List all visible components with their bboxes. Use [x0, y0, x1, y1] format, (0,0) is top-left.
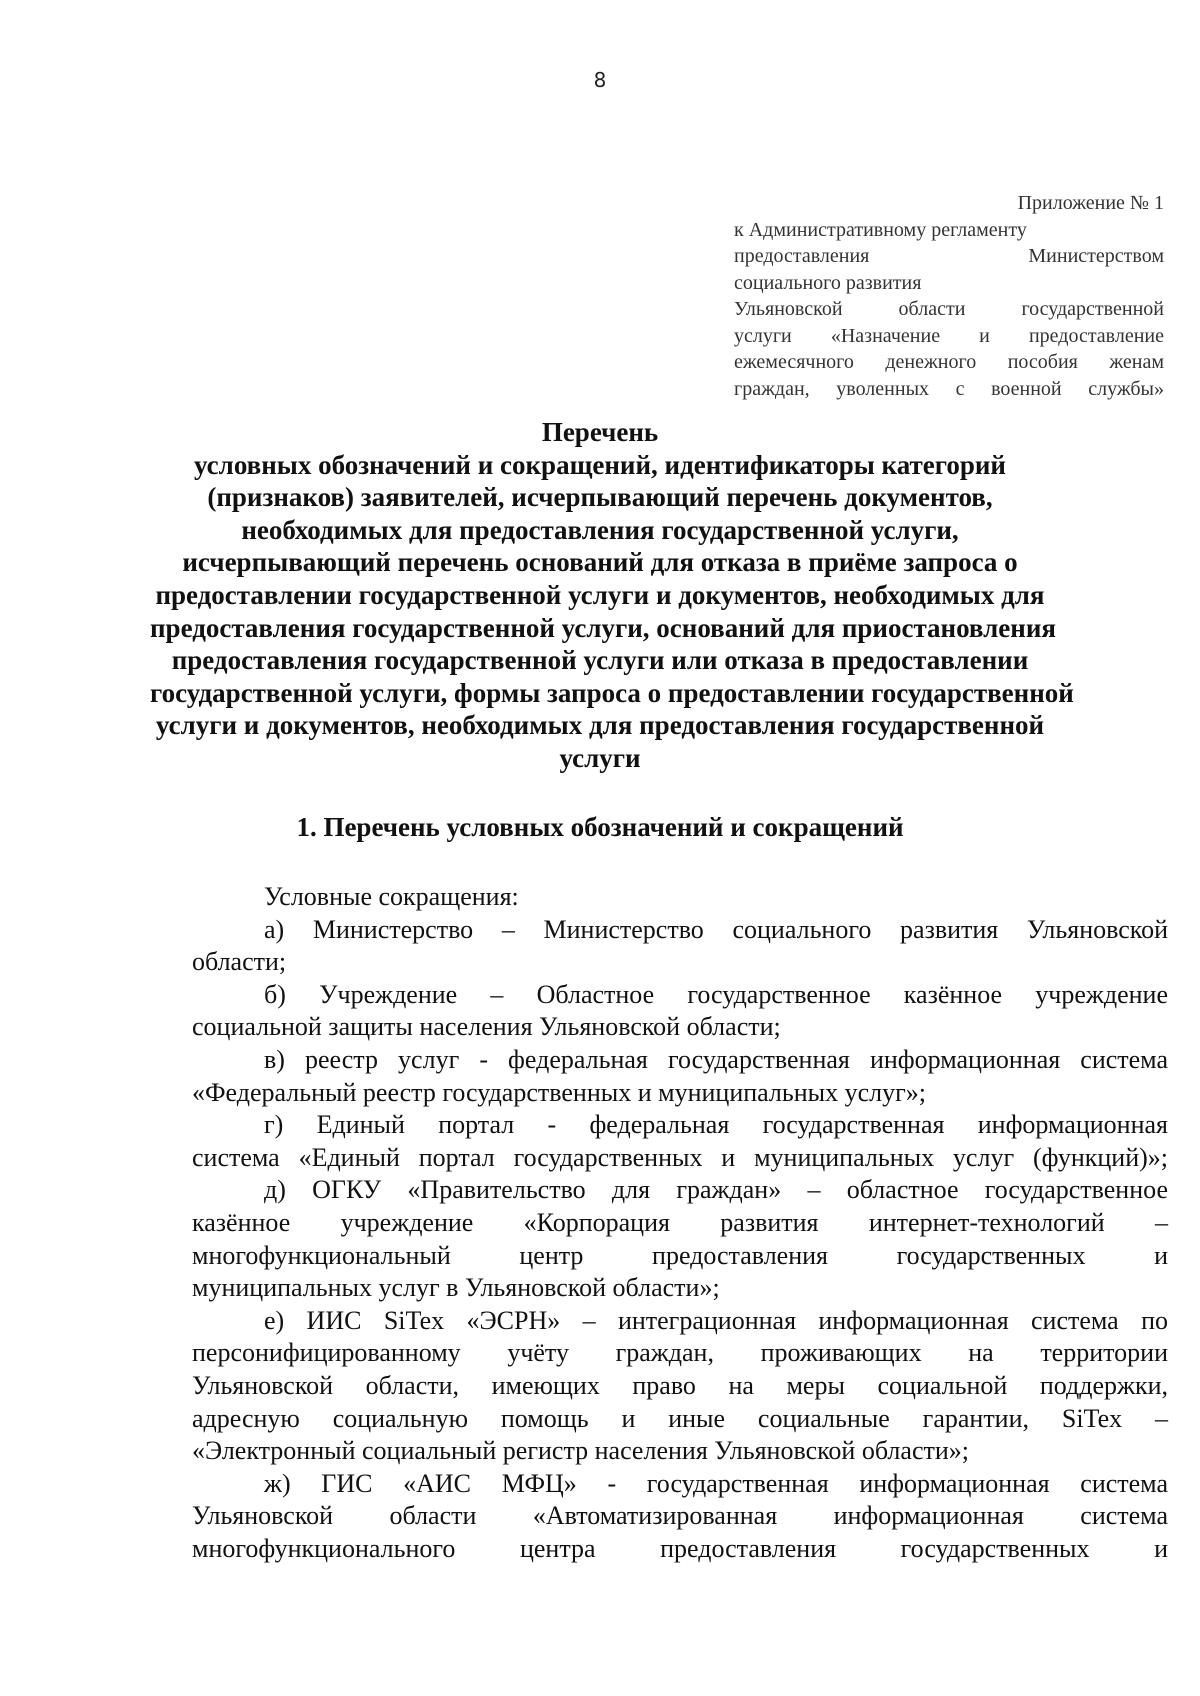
appendix-line: ежемесячного денежного пособия женам [734, 351, 1164, 373]
body-line: е) ИИС SiTex «ЭСРН» – интеграционная информационная система по [264, 1305, 1168, 1335]
title-line: предоставления государственной услуги или отказа в предоставлении [171, 645, 1029, 676]
title-line: услуги и документов, необходимых для предоставления государственной [155, 710, 1045, 741]
body-line: д) ОГКУ «Правительство для граждан» – областное государственное [264, 1175, 1168, 1205]
body-line: адресную социальную помощь и иные социальные гарантии, SiTex – [192, 1403, 1168, 1433]
body-line: Ульяновской области «Автоматизированная информационная система [192, 1501, 1168, 1531]
title-line: Перечень [541, 417, 659, 447]
body-line: а) Министерство – Министерство социального развития Ульяновской [264, 914, 1168, 944]
body-line: система «Единый портал государственных и муниципальных услуг (функций)»; [192, 1142, 1168, 1172]
body-line: социальной защиты населения Ульяновской области; [192, 1012, 781, 1042]
body-line: персонифицированному учёту граждан, проживающих на территории [192, 1338, 1168, 1368]
body-line: муниципальных услуг в Ульяновской области»; [192, 1273, 720, 1303]
body-line: в) реестр услуг - федеральная государственная информационная система [264, 1044, 1168, 1074]
appendix-line: предоставления Министерством [734, 245, 1164, 267]
body-line: Ульяновской области, имеющих право на меры социальной поддержки, [192, 1370, 1168, 1400]
body-line: многофункциональный центр предоставления государственных и [192, 1240, 1168, 1270]
appendix-note [734, 190, 1164, 402]
title-line: услуги [559, 742, 641, 773]
appendix-line: Приложение № 1 [1017, 192, 1164, 214]
body-line: ж) ГИС «АИС МФЦ» - государственная информационная система [264, 1468, 1168, 1498]
body-line: г) Единый портал - федеральная государственная информационная [264, 1110, 1168, 1140]
appendix-line: граждан, уволенных с военной службы» [734, 377, 1164, 400]
appendix-line: к Административному регламенту [734, 218, 1027, 241]
section-body [192, 881, 1168, 1565]
title-line: исчерпывающий перечень оснований для отказа в приёме запроса о [182, 547, 1018, 578]
body-line: Условные сокращения: [264, 882, 519, 911]
title-line: (признаков) заявителей, исчерпывающий перечень документов, [207, 482, 993, 513]
title-line: условных обозначений и сокращений, идентификаторы категорий [194, 449, 1006, 480]
appendix-line: Ульяновской области государственной [734, 298, 1164, 320]
title-line: предоставления государственной услуги, оснований для приостановления [150, 612, 1057, 643]
page-number: 8 [593, 68, 607, 92]
body-line: «Федеральный реестр государственных и муниципальных услуг»; [192, 1077, 927, 1107]
body-line: многофункционального центра предоставления государственных и [192, 1533, 1168, 1563]
title-line: предоставлении государственной услуги и документов, необходимых для [155, 579, 1045, 610]
section-heading: 1. Перечень условных обозначений и сокращений [296, 812, 904, 842]
body-line: области; [192, 947, 287, 977]
appendix-line: услуги «Назначение и предоставление [734, 324, 1164, 347]
document-title [150, 416, 1074, 775]
body-line: б) Учреждение – Областное государственное казённое учреждение [264, 979, 1168, 1009]
body-line: казённое учреждение «Корпорация развития интернет-технологий – [192, 1207, 1168, 1237]
title-line: необходимых для предоставления государственной услуги, [241, 514, 959, 545]
title-line: государственной услуги, формы запроса о предоставлении государственной [150, 677, 1074, 708]
appendix-line: социального развития [734, 271, 922, 294]
body-line: «Электронный социальный регистр населения Ульяновской области»; [192, 1436, 969, 1466]
